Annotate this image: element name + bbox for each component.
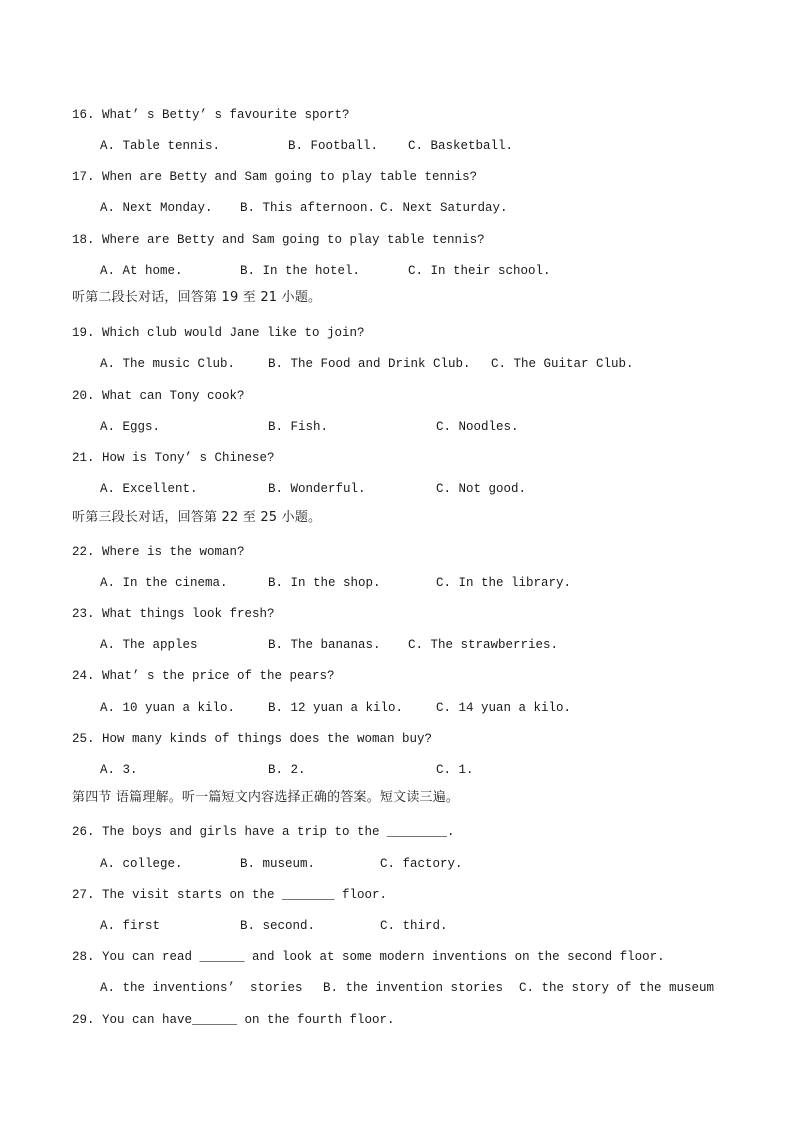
option-c: C. Basketball. bbox=[408, 139, 514, 153]
options-18 bbox=[100, 263, 740, 279]
option-a: A. first bbox=[100, 919, 161, 933]
option-b: B. Fish. bbox=[268, 420, 329, 434]
options-20 bbox=[100, 419, 740, 435]
question-25: 25. How many kinds of things does the woman buy? bbox=[72, 732, 433, 746]
option-a: A. 3. bbox=[100, 763, 138, 777]
option-b: B. the invention stories bbox=[323, 981, 504, 995]
question-16: 16. What’ s Betty’ s favourite sport? bbox=[72, 108, 350, 122]
question-27: 27. The visit starts on the _______ floor. bbox=[72, 888, 388, 902]
question-18: 18. Where are Betty and Sam going to play table tennis? bbox=[72, 233, 485, 247]
option-c: C. Not good. bbox=[436, 482, 527, 496]
option-a: A. 10 yuan a kilo. bbox=[100, 701, 236, 715]
option-b: B. The Food and Drink Club. bbox=[268, 357, 471, 371]
options-26 bbox=[100, 856, 740, 872]
option-c: C. The strawberries. bbox=[408, 638, 559, 652]
option-b: B. second. bbox=[240, 919, 316, 933]
question-23: 23. What things look fresh? bbox=[72, 607, 275, 621]
option-c: C. In their school. bbox=[408, 264, 551, 278]
options-17 bbox=[100, 200, 740, 216]
option-a: A. the inventions’ stories bbox=[100, 981, 303, 995]
section-heading-4: 第四节 语篇理解。听一篇短文内容选择正确的答案。短文读三遍。 bbox=[72, 790, 460, 805]
option-b: B. Football. bbox=[288, 139, 379, 153]
question-20: 20. What can Tony cook? bbox=[72, 389, 245, 403]
option-b: B. 2. bbox=[268, 763, 306, 777]
options-22 bbox=[100, 575, 740, 591]
options-19 bbox=[100, 356, 740, 372]
option-c: C. In the library. bbox=[436, 576, 572, 590]
option-b: B. Wonderful. bbox=[268, 482, 366, 496]
option-a: A. Eggs. bbox=[100, 420, 161, 434]
question-28: 28. You can read ______ and look at some modern inventions on the second floor. bbox=[72, 950, 665, 964]
option-c: C. The Guitar Club. bbox=[491, 357, 634, 371]
option-a: A. At home. bbox=[100, 264, 183, 278]
option-a: A. In the cinema. bbox=[100, 576, 228, 590]
question-29: 29. You can have______ on the fourth floor. bbox=[72, 1013, 395, 1027]
option-c: C. factory. bbox=[380, 857, 463, 871]
option-b: B. In the hotel. bbox=[240, 264, 361, 278]
options-16 bbox=[100, 138, 740, 154]
options-28 bbox=[100, 980, 740, 996]
option-c: C. third. bbox=[380, 919, 448, 933]
option-c: C. 14 yuan a kilo. bbox=[436, 701, 572, 715]
question-26: 26. The boys and girls have a trip to the ________. bbox=[72, 825, 455, 839]
option-c: C. Next Saturday. bbox=[380, 201, 508, 215]
option-b: B. In the shop. bbox=[268, 576, 381, 590]
question-21: 21. How is Tony’ s Chinese? bbox=[72, 451, 275, 465]
option-a: A. Table tennis. bbox=[100, 139, 221, 153]
question-22: 22. Where is the woman? bbox=[72, 545, 245, 559]
question-24: 24. What’ s the price of the pears? bbox=[72, 669, 335, 683]
options-21 bbox=[100, 481, 740, 497]
options-25 bbox=[100, 762, 740, 778]
option-a: A. Next Monday. bbox=[100, 201, 213, 215]
option-c: C. Noodles. bbox=[436, 420, 519, 434]
option-b: B. The bananas. bbox=[268, 638, 381, 652]
option-c: C. 1. bbox=[436, 763, 474, 777]
option-a: A. The music Club. bbox=[100, 357, 236, 371]
option-b: B. museum. bbox=[240, 857, 316, 871]
option-a: A. Excellent. bbox=[100, 482, 198, 496]
section-heading-3: 听第三段长对话，回答第 22 至 25 小题。 bbox=[72, 510, 322, 525]
section-heading-2: 听第二段长对话，回答第 19 至 21 小题。 bbox=[72, 290, 322, 305]
option-c: C. the story of the museum bbox=[519, 981, 715, 995]
option-a: A. The apples bbox=[100, 638, 198, 652]
option-b: B. 12 yuan a kilo. bbox=[268, 701, 404, 715]
question-17: 17. When are Betty and Sam going to play table tennis? bbox=[72, 170, 478, 184]
question-19: 19. Which club would Jane like to join? bbox=[72, 326, 365, 340]
options-23 bbox=[100, 637, 740, 653]
options-24 bbox=[100, 700, 740, 716]
options-27 bbox=[100, 918, 740, 934]
option-a: A. college. bbox=[100, 857, 183, 871]
option-b: B. This afternoon. bbox=[240, 201, 376, 215]
